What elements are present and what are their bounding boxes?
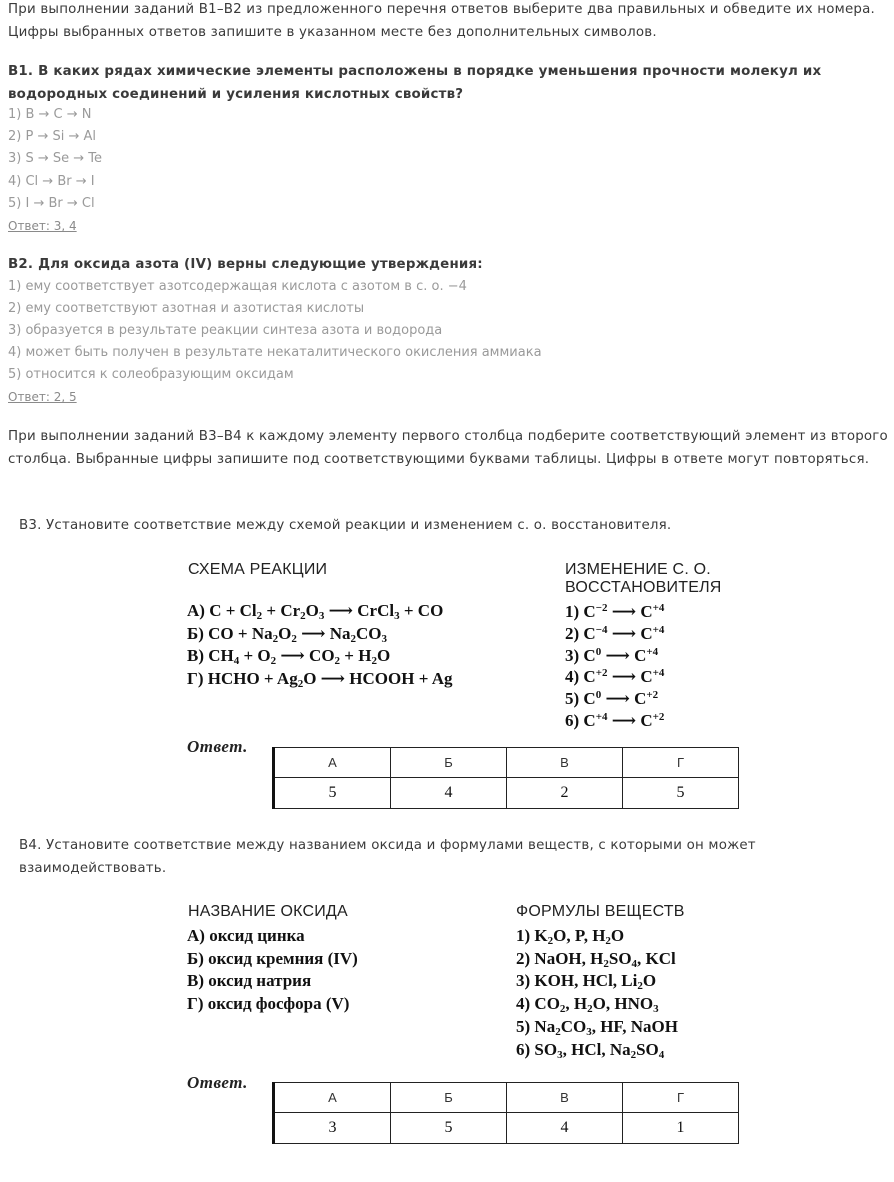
b3-answer-cell[interactable]: 4 bbox=[391, 778, 507, 809]
b4-right-header: ФОРМУЛЫ ВЕЩЕСТВ bbox=[516, 903, 685, 920]
change-6: 6) $C^{+4}$ ⟶ $C^{+2}$ bbox=[565, 710, 665, 730]
b3-answer-table bbox=[272, 747, 739, 809]
b2-answer: Ответ: 2, 5 bbox=[8, 390, 77, 404]
oxide-item: Г) оксид фосфора (V) bbox=[187, 994, 350, 1014]
change-4: 4) $C^{+2}$ ⟶ $C^{+4}$ bbox=[565, 667, 665, 687]
b4-answer-cell[interactable]: 4 bbox=[507, 1113, 623, 1144]
question-b2: В2. Для оксида азота (IV) верны следующие утверждения: bbox=[8, 257, 483, 272]
b4-answer-cell[interactable]: 5 bbox=[391, 1113, 507, 1144]
b2-option: 5) относится к солеобразующим оксидам bbox=[8, 367, 294, 382]
b2-option: 2) ему соответствуют азотная и азотистая кислоты bbox=[8, 301, 365, 316]
b2-option: 3) образуется в результате реакции синтеза азота и водорода bbox=[8, 323, 443, 338]
b3-letter-cell: Б bbox=[391, 748, 507, 778]
reaction-v: В) $CH_4 + O_2$ ⟶ $CO_2 + H_2O$ bbox=[187, 646, 391, 668]
b3-reaction-list bbox=[187, 600, 453, 691]
oxide-item: Б) оксид кремния (IV) bbox=[187, 948, 358, 968]
oxide-item: В) оксид натрия bbox=[187, 971, 312, 991]
instructions-b3-b4: При выполнении заданий В3–В4 к каждому элементу первого столбца подберите соответствующий элемент из второго столбца. Выбранные цифры запишите под соответствующими буквами таблицы. Цифры в ответе могут повторяться. bbox=[8, 429, 888, 467]
b3-letter-cell: Г bbox=[623, 748, 739, 778]
b1-option: 2) P → Si → Al bbox=[8, 129, 96, 144]
b4-answer-table bbox=[272, 1082, 739, 1144]
formula-2: 2) NaOH, $H_2SO_4$, KCl bbox=[516, 948, 676, 970]
b1-answer: Ответ: 3, 4 bbox=[8, 219, 77, 233]
b4-oxide-list bbox=[187, 925, 358, 1016]
b4-letter-cell: А bbox=[274, 1083, 391, 1113]
b4-answer-cell[interactable]: 3 bbox=[274, 1113, 391, 1144]
change-3: 3) $C^0$ ⟶ $C^{+4}$ bbox=[565, 645, 659, 665]
b4-answer-label: Ответ. bbox=[187, 1073, 248, 1092]
b4-letter-cell: В bbox=[507, 1083, 623, 1113]
b4-formula-list bbox=[516, 925, 678, 1061]
b1-option: 4) Cl → Br → I bbox=[8, 174, 95, 189]
formula-3: 3) KOH, HCl, $Li_2O$ bbox=[516, 971, 657, 993]
change-1: 1) $C^{-2}$ ⟶ $C^{+4}$ bbox=[565, 602, 665, 621]
question-b1: В1. В каких рядах химические элементы расположены в порядке уменьшения прочности молекул их водородных соединений и усиления кислотных свойств? bbox=[8, 64, 822, 102]
question-b4: В4. Установите соответствие между названием оксида и формулами веществ, с которыми он может взаимодействовать. bbox=[19, 838, 756, 876]
reaction-g: Г) HCHO + $Ag_2O$ ⟶ HCOOH + Ag bbox=[187, 669, 453, 691]
change-2: 2) $C^{-4}$ ⟶ $C^{+4}$ bbox=[565, 623, 665, 643]
b4-letter-cell: Г bbox=[623, 1083, 739, 1113]
reaction-b: Б) CO + $Na_2O_2$ ⟶ $Na_2CO_3$ bbox=[187, 623, 388, 645]
b1-option: 1) B → C → N bbox=[8, 107, 92, 122]
formula-5: 5) $Na_2CO_3$, HF, NaOH bbox=[516, 1016, 678, 1038]
b3-letter-cell: В bbox=[507, 748, 623, 778]
b3-right-header-line2: ВОССТАНОВИТЕЛЯ bbox=[565, 579, 722, 596]
b4-answer-cell[interactable]: 1 bbox=[623, 1113, 739, 1144]
b3-answer-cell[interactable]: 5 bbox=[274, 778, 391, 809]
oxide-item: А) оксид цинка bbox=[187, 926, 305, 945]
b3-answer-cell[interactable]: 5 bbox=[623, 778, 739, 809]
formula-6: 6) $SO_3$, HCl, $Na_2SO_4$ bbox=[516, 1039, 665, 1061]
b1-option: 3) S → Se → Te bbox=[8, 151, 103, 166]
b1-option: 5) I → Br → Cl bbox=[8, 196, 95, 211]
b3-answer-label: Ответ. bbox=[187, 737, 248, 756]
reaction-a: А) $C + Cl_2 + Cr_2O_3$ ⟶ CrCl$_3$ + CO bbox=[187, 601, 444, 622]
b4-left-header: НАЗВАНИЕ ОКСИДА bbox=[188, 903, 348, 920]
b2-option: 4) может быть получен в результате некаталитического окисления аммиака bbox=[8, 345, 542, 360]
b3-right-header-line1: ИЗМЕНЕНИЕ С. О. bbox=[565, 561, 711, 578]
b3-answer-cell[interactable]: 2 bbox=[507, 778, 623, 809]
instructions-b1-b2: При выполнении заданий В1–В2 из предложенного перечня ответов выберите два правильных и обведите их номера. Цифры выбранных ответов запишите в указанном месте без дополнительных символов. bbox=[8, 2, 875, 40]
formula-1: 1) $K_2O$, P, $H_2O$ bbox=[516, 926, 625, 947]
b4-letter-cell: Б bbox=[391, 1083, 507, 1113]
b2-option: 1) ему соответствует азотсодержащая кислота с азотом в с. о. −4 bbox=[8, 279, 467, 294]
change-5: 5) $C^0$ ⟶ $C^{+2}$ bbox=[565, 689, 659, 709]
b3-left-header: СХЕМА РЕАКЦИИ bbox=[188, 561, 328, 578]
formula-4: 4) $CO_2$, $H_2O$, $HNO_3$ bbox=[516, 994, 659, 1016]
b3-letter-cell: А bbox=[274, 748, 391, 778]
question-b3: В3. Установите соответствие между схемой реакции и изменением с. о. восстановителя. bbox=[19, 518, 672, 533]
b3-oxidation-change-list bbox=[565, 601, 664, 732]
